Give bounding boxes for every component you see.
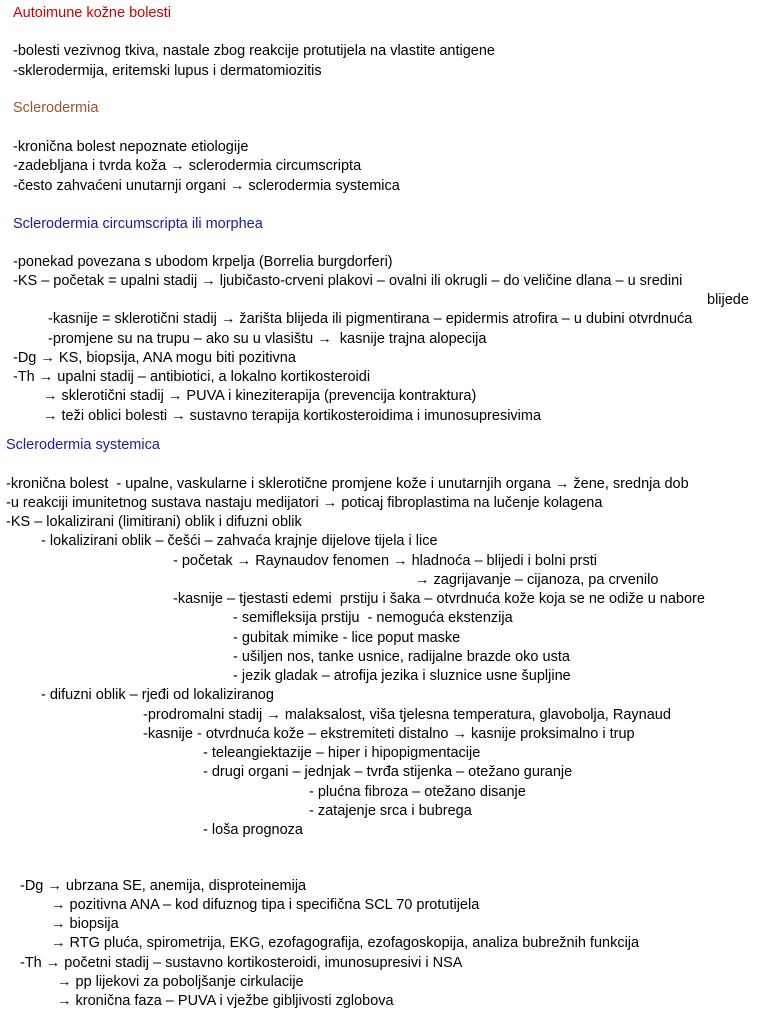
text-line: - plućna fibroza – otežano disanje [309, 784, 526, 800]
text-line: → teži oblici bolesti → sustavno terapija kortikosteroidima i imunosupresivima [43, 408, 542, 424]
text-line: → kronična faza – PUVA i vježbe gibljivosti zglobova [57, 993, 394, 1009]
text-line: → biopsija [51, 916, 119, 932]
text-line: - drugi organi – jednjak – tvrđa stijenka – otežano guranje [203, 764, 573, 780]
text-line: - lokalizirani oblik – češći – zahvaća krajnje dijelove tijela i lice [41, 533, 438, 549]
text-line: -često zahvaćeni unutarnji organi → sclerodermia systemica [13, 178, 400, 194]
text-line: -kronična bolest - upalne, vaskularne i sklerotične promjene kože i unutarnjih organa → žene, srednja dob [6, 476, 689, 492]
text-line: → pp lijekovi za poboljšanje cirkulacije [57, 974, 304, 990]
text-line: -promjene su na trupu – ako su u vlasištu → kasnije trajna alopecija [48, 331, 487, 347]
text-line: -bolesti vezivnog tkiva, nastale zbog reakcije protutijela na vlastite antigene [13, 43, 495, 59]
text-line: -prodromalni stadij → malaksalost, viša tjelesna temperatura, glavobolja, Raynaud [143, 707, 671, 723]
text-line: - difuzni oblik – rjeđi od lokaliziranog [41, 687, 274, 703]
text-line: -Th → upalni stadij – antibiotici, a lokalno kortikosteroidi [13, 369, 371, 385]
text-line: - ušiljen nos, tanke usnice, radijalne brazde oko usta [233, 649, 570, 665]
text-line: - zatajenje srca i bubrega [309, 803, 472, 819]
heading-autoimune: Autoimune kožne bolesti [13, 5, 171, 21]
text-line: -Dg → ubrzana SE, anemija, disproteinemija [20, 878, 307, 894]
text-line: -ponekad povezana s ubodom krpelja (Borrelia burgdorferi) [13, 254, 393, 270]
text-line: - loša prognoza [203, 822, 303, 838]
text-line: -sklerodermija, eritemski lupus i dermatomiozitis [13, 63, 322, 79]
text-line: -kasnije = sklerotični stadij → žarišta blijeda ili pigmentirana – epidermis atrofira – u dubini otvrdnuća [48, 311, 693, 327]
text-line: -kronična bolest nepoznate etiologije [13, 139, 249, 155]
text-line: -KS – lokalizirani (limitirani) oblik i difuzni oblik [6, 514, 302, 530]
text-line: → pozitivna ANA – kod difuznog tipa i specifična SCL 70 protutijela [51, 897, 480, 913]
text-line: → RTG pluća, spirometrija, EKG, ezofagografija, ezofagoskopija, analiza bubrežnih funkcija [51, 935, 640, 951]
text-line: - semifleksija prstiju - nemoguća ekstenzija [233, 610, 513, 626]
text-line: -kasnije - otvrdnuća kože – ekstremiteti distalno → kasnije proksimalno i trup [143, 726, 635, 742]
text-line: - jezik gladak – atrofija jezika i sluznice usne šupljine [233, 668, 571, 684]
text-line: -Th → početni stadij – sustavno kortikosteroidi, imunosupresivi i NSA [20, 955, 463, 971]
text-line: -u reakciji imunitetnog sustava nastaju medijatori → poticaj fibroplastima na lučenje kolagena [6, 495, 603, 511]
text-line: - gubitak mimike - lice poput maske [233, 630, 461, 646]
heading-systemica: Sclerodermia systemica [6, 437, 160, 453]
text-line: -kasnije – tjestasti edemi prstiju i šaka – otvrdnuća kože koja se ne odiže u nabore [173, 591, 705, 607]
text-line: - teleangiektazije – hiper i hipopigmentacije [203, 745, 481, 761]
text-line: -Dg → KS, biopsija, ANA mogu biti pozitivna [13, 350, 296, 366]
text-line: → zagrijavanje – cijanoza, pa crvenilo [415, 572, 659, 588]
text-line: blijede [707, 292, 749, 308]
text-line: - početak → Raynaudov fenomen → hladnoća – blijedi i bolni prsti [173, 553, 597, 569]
text-line: -zadebljana i tvrda koža → sclerodermia circumscripta [13, 158, 362, 174]
text-line: → sklerotični stadij → PUVA i kineziterapija (prevencija kontraktura) [43, 388, 477, 404]
heading-sclerodermia: Sclerodermia [13, 100, 99, 116]
heading-circumscripta: Sclerodermia circumscripta ili morphea [13, 216, 263, 232]
text-line: -KS – početak = upalni stadij → ljubičasto-crveni plakovi – ovalni ili okrugli – do veličine dlana – u sredini [13, 273, 683, 289]
